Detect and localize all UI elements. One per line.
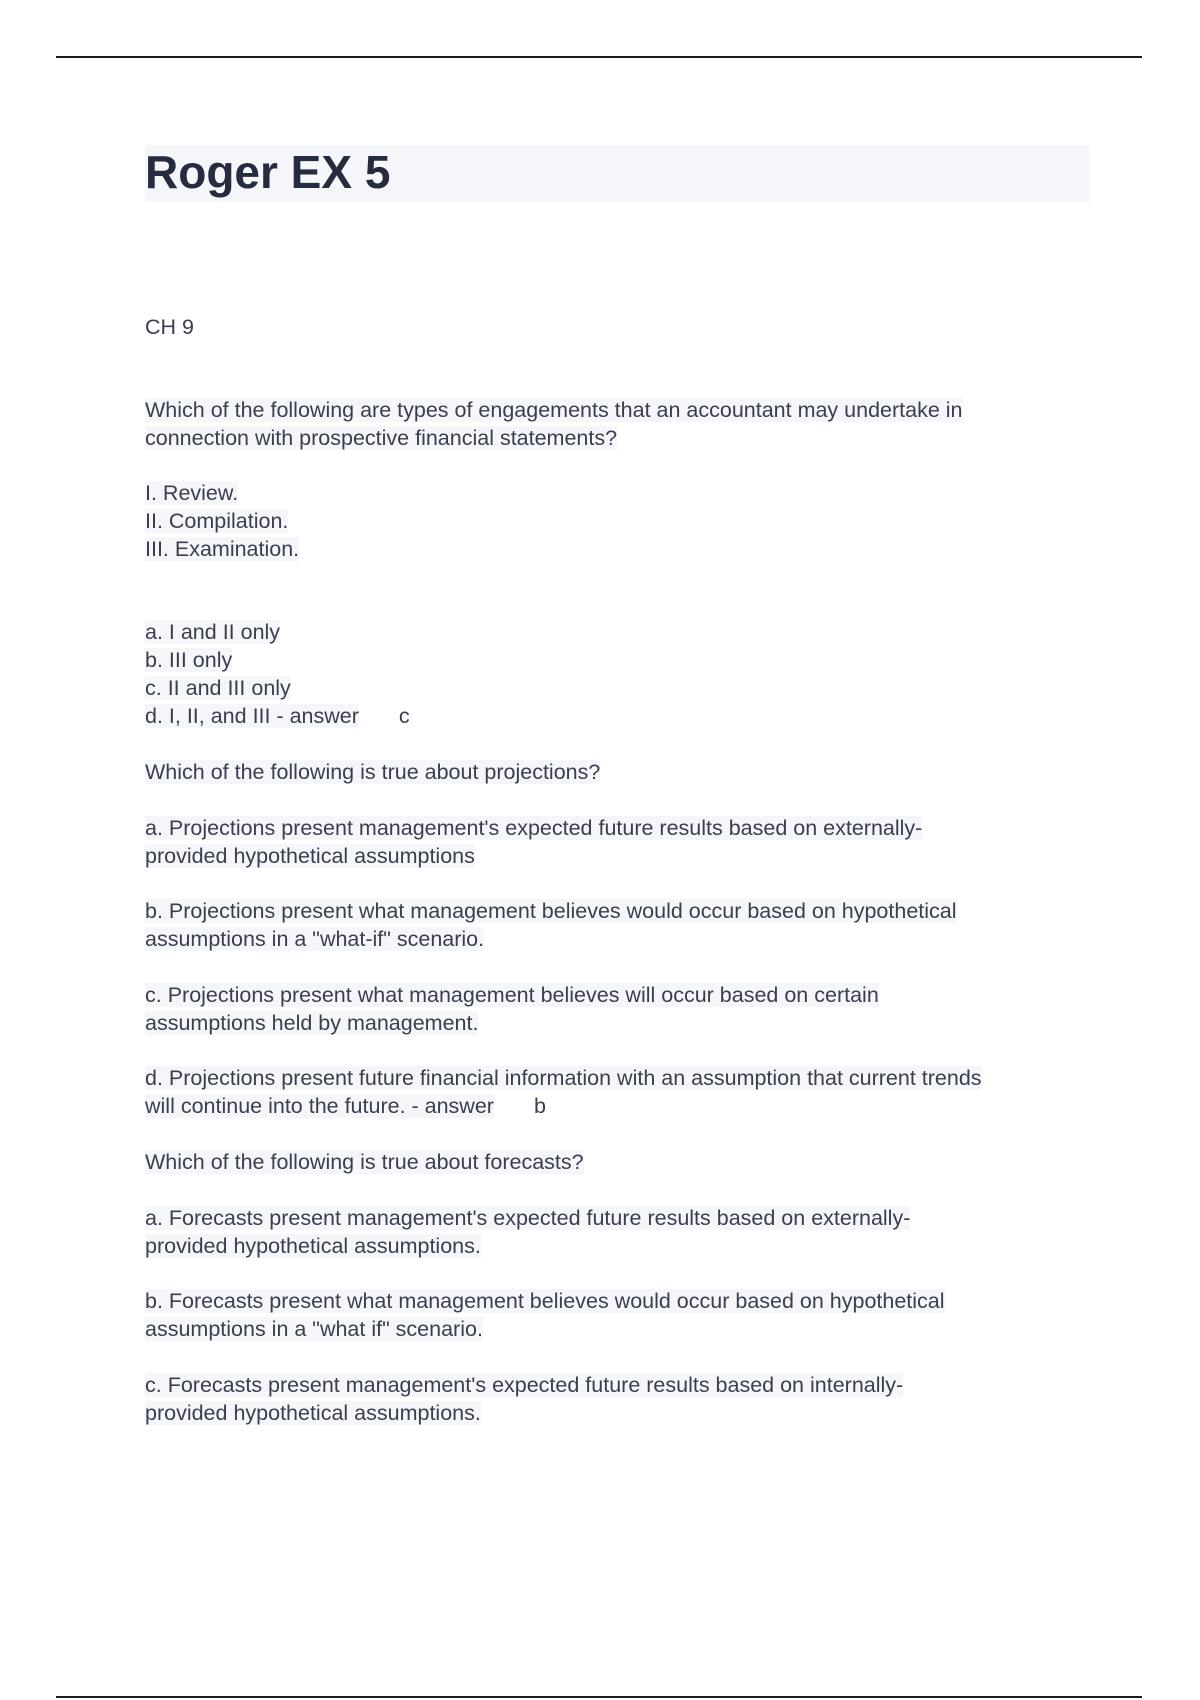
question-3-option-c: c. Forecasts present management's expected future results based on internally- provided hypothetical assumptions. — [145, 1373, 904, 1425]
question-2-option-a: a. Projections present management's expected future results based on externally- provided hypothetical assumptions — [145, 816, 923, 868]
question-2-option-d: d. Projections present future financial information with an assumption that current trends will continue into the future. - answer b — [145, 1066, 982, 1118]
answer-value: b — [533, 1094, 546, 1118]
list-item: d. I, II, and III - answer c — [145, 704, 410, 728]
question-1-stem: Which of the following are types of engagements that an accountant may undertake in connection with prospective financial statements? — [145, 398, 963, 450]
chapter-label: CH 9 — [145, 315, 194, 339]
question-3-option-a: a. Forecasts present management's expected future results based on externally- provided hypothetical assumptions. — [145, 1206, 911, 1258]
top-rule — [56, 56, 1142, 58]
bottom-rule — [56, 1696, 1142, 1698]
title-banner — [145, 145, 1090, 202]
question-2-option-c: c. Projections present what management believes will occur based on certain assumptions held by management. — [145, 983, 879, 1035]
question-1-items: I. Review. II. Compilation. III. Examination. — [145, 481, 300, 561]
question-3-option-b: b. Forecasts present what management believes would occur based on hypothetical assumptions in a "what if" scenario. — [145, 1289, 945, 1341]
question-3-stem: Which of the following is true about forecasts? — [145, 1150, 584, 1174]
question-2-stem: Which of the following is true about projections? — [145, 760, 601, 784]
list-item: a. I and II only — [145, 620, 281, 644]
question-2-option-b: b. Projections present what management believes would occur based on hypothetical assumptions in a "what-if" scenario. — [145, 899, 957, 951]
question-1-options — [145, 618, 1090, 730]
document-title: Roger EX 5 — [145, 146, 391, 198]
answer-value: c — [398, 704, 410, 728]
list-item: b. III only — [145, 648, 233, 672]
list-item: c. II and III only — [145, 676, 291, 700]
